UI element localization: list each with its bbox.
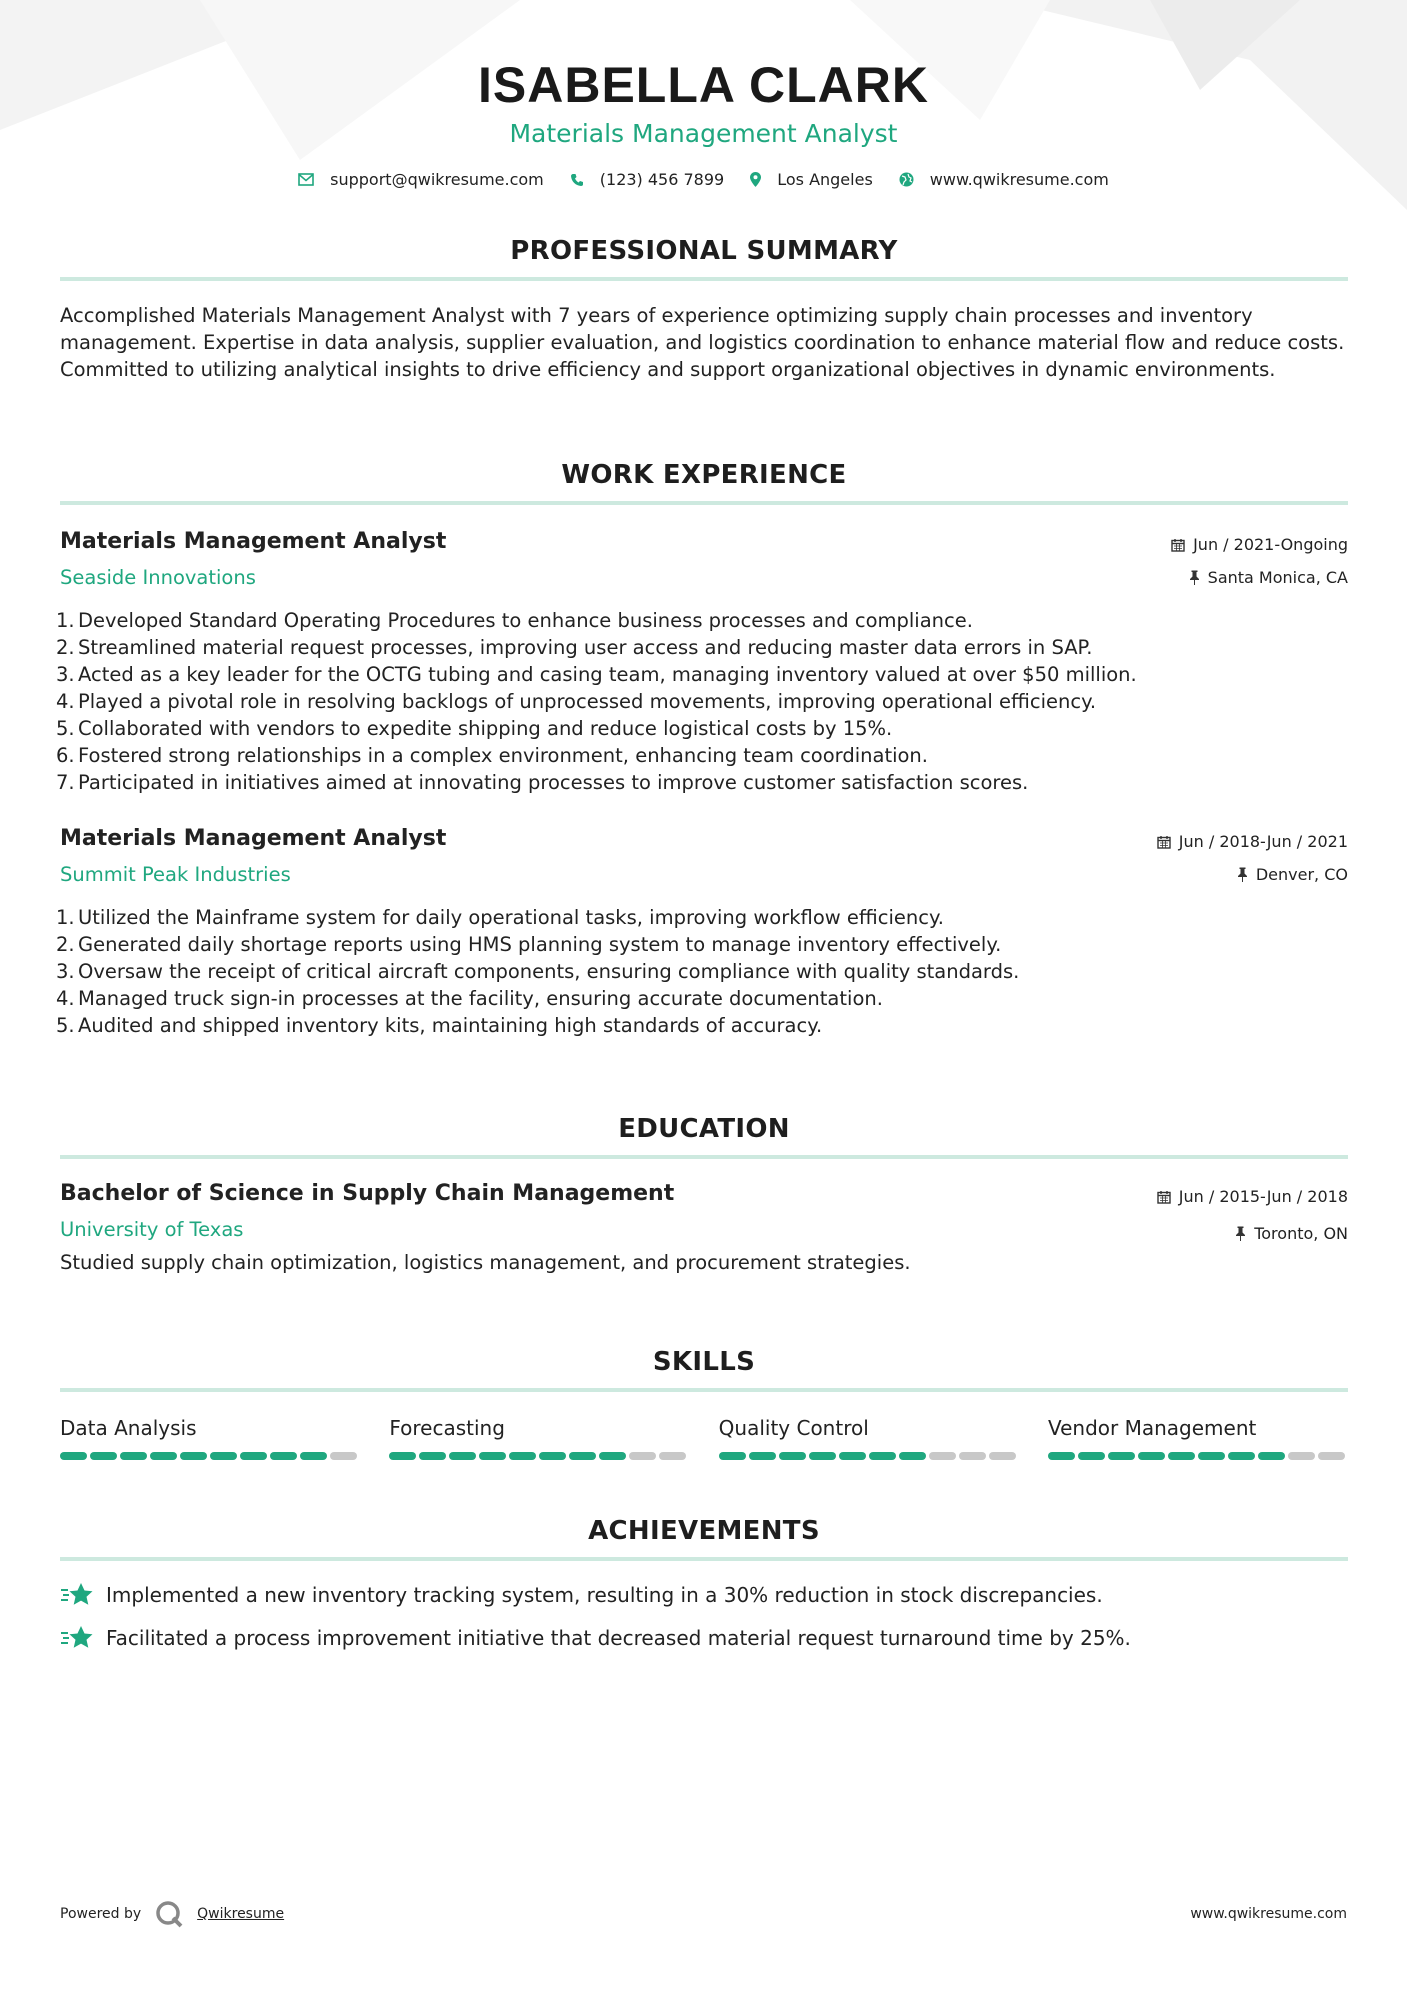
list-item: Participated in initiatives aimed at innovating processes to improve customer satisfaction scores.: [78, 771, 1029, 794]
skill-dot-filled: [479, 1452, 506, 1460]
job-location-text: Denver, CO: [1255, 865, 1348, 884]
skill-dot-filled: [869, 1452, 896, 1460]
list-item: Acted as a key leader for the OCTG tubing and casing team, managing inventory valued at over $50 million.: [78, 663, 1137, 686]
list-item: Fostered strong relationships in a complex environment, enhancing team coordination.: [78, 744, 928, 767]
education-section: [60, 1114, 1348, 1276]
skill-dot-filled: [60, 1452, 87, 1460]
list-item: Collaborated with vendors to expedite shipping and reduce logistical costs by 15%.: [78, 717, 893, 740]
experience-section: [60, 460, 1348, 1039]
skill-dot-filled: [1168, 1452, 1195, 1460]
job-date: [1171, 535, 1348, 554]
achievements-section: [60, 1516, 1348, 1652]
job-date-text: Jun / 2018-Jun / 2021: [1178, 832, 1348, 851]
pushpin-icon: [1189, 570, 1200, 585]
skill-dot-filled: [449, 1452, 476, 1460]
skill-dot-filled: [120, 1452, 147, 1460]
list-item: Audited and shipped inventory kits, maintaining high standards of accuracy.: [78, 1014, 823, 1037]
list-item: Streamlined material request processes, improving user access and reducing master data errors in SAP.: [78, 636, 1093, 659]
skill-dot-filled: [779, 1452, 806, 1460]
job-title: Materials Management Analyst: [60, 529, 447, 554]
skill-dot-filled: [749, 1452, 776, 1460]
skill-dot-filled: [270, 1452, 297, 1460]
email-text: support@qwikresume.com: [330, 170, 544, 189]
skill-dot-empty: [1288, 1452, 1315, 1460]
education-meta: [1157, 1187, 1348, 1243]
job-date: [1157, 832, 1348, 851]
skill-item: [60, 1416, 360, 1460]
job-entry: [60, 826, 1348, 1039]
phone-text: (123) 456 7899: [599, 170, 725, 189]
skill-dot-filled: [809, 1452, 836, 1460]
summary-section: [60, 236, 1348, 383]
job-date-text: Jun / 2021-Ongoing: [1193, 535, 1348, 554]
skill-dot-filled: [839, 1452, 866, 1460]
skill-dot-filled: [210, 1452, 237, 1460]
education-date-text: Jun / 2015-Jun / 2018: [1178, 1187, 1348, 1206]
job-meta: [1171, 535, 1348, 587]
skill-dot-filled: [539, 1452, 566, 1460]
summary-text: Accomplished Materials Management Analyst with 7 years of experience optimizing supply chain processes and inventory management. Expertise in data analysis, supplier evaluation, and logistics coordination to enhance material flow and reduce costs. Committed to utilizing analytical insights to drive efficiency and support organizational objectives in dynamic environments.: [60, 304, 1345, 381]
candidate-title: Materials Management Analyst: [509, 119, 898, 148]
pushpin-icon: [1235, 1226, 1246, 1241]
contact-bar: [0, 170, 1407, 189]
skill-dot-filled: [1138, 1452, 1165, 1460]
skill-item: [719, 1416, 1019, 1460]
skill-rating: [1048, 1452, 1348, 1460]
achievement-item: [60, 1624, 1348, 1652]
skill-item: [1048, 1416, 1348, 1460]
job-location: [1171, 568, 1348, 587]
contact-location: [750, 170, 873, 189]
experience-heading: WORK EXPERIENCE: [60, 460, 1348, 505]
skill-dot-empty: [1318, 1452, 1345, 1460]
footer-website[interactable]: www.qwikresume.com: [1190, 1906, 1347, 1922]
skill-rating: [719, 1452, 1019, 1460]
skills-heading: SKILLS: [60, 1347, 1348, 1392]
summary-heading: PROFESSIONAL SUMMARY: [60, 236, 1348, 281]
calendar-icon: [1157, 1190, 1171, 1204]
skill-item: [389, 1416, 689, 1460]
map-pin-icon: [750, 172, 761, 187]
skill-dot-filled: [90, 1452, 117, 1460]
skill-dot-empty: [959, 1452, 986, 1460]
pushpin-icon: [1237, 867, 1248, 882]
skill-dot-filled: [240, 1452, 267, 1460]
qwikresume-link[interactable]: Qwikresume: [197, 1906, 285, 1922]
star-icon: [60, 1581, 94, 1609]
skill-rating: [389, 1452, 689, 1460]
skill-dot-empty: [929, 1452, 956, 1460]
job-company: Summit Peak Industries: [60, 863, 291, 886]
phone-icon: [570, 173, 584, 187]
education-location-text: Toronto, ON: [1254, 1224, 1348, 1243]
skill-dot-filled: [509, 1452, 536, 1460]
skill-dot-filled: [1078, 1452, 1105, 1460]
achievement-item: [60, 1581, 1348, 1609]
star-icon: [60, 1624, 94, 1652]
calendar-icon: [1171, 538, 1185, 552]
job-meta: [1157, 832, 1348, 884]
calendar-icon: [1157, 835, 1171, 849]
job-location: [1157, 865, 1348, 884]
education-date: [1157, 1187, 1348, 1206]
skill-dot-filled: [150, 1452, 177, 1460]
skill-dot-filled: [389, 1452, 416, 1460]
job-title: Materials Management Analyst: [60, 826, 447, 851]
education-description: Studied supply chain optimization, logistics management, and procurement strategies.: [60, 1251, 911, 1274]
job-company: Seaside Innovations: [60, 566, 256, 589]
skill-dot-filled: [569, 1452, 596, 1460]
achievements-heading: ACHIEVEMENTS: [60, 1516, 1348, 1561]
resume-header: [0, 0, 1407, 189]
education-heading: EDUCATION: [60, 1114, 1348, 1159]
education-entry: [60, 1181, 1348, 1276]
skill-dot-empty: [629, 1452, 656, 1460]
skill-name: Forecasting: [389, 1416, 505, 1440]
education-location: [1157, 1224, 1348, 1243]
contact-phone[interactable]: [570, 170, 724, 189]
powered-by-label: Powered by: [60, 1906, 142, 1922]
school-name: University of Texas: [60, 1218, 244, 1241]
list-item: Played a pivotal role in resolving backlogs of unprocessed movements, improving operational efficiency.: [78, 690, 1097, 713]
skill-dot-filled: [419, 1452, 446, 1460]
envelope-icon: [298, 173, 314, 186]
footer: [60, 1900, 1347, 1928]
job-duties: [60, 904, 1348, 1039]
skill-dot-filled: [1228, 1452, 1255, 1460]
footer-branding: [60, 1900, 284, 1928]
contact-email[interactable]: [298, 170, 544, 189]
skill-dot-filled: [1258, 1452, 1285, 1460]
skills-section: [60, 1347, 1348, 1460]
skill-dot-empty: [989, 1452, 1016, 1460]
job-duties: [60, 607, 1348, 796]
skill-dot-empty: [330, 1452, 357, 1460]
job-entry: [60, 529, 1348, 796]
skill-dot-filled: [719, 1452, 746, 1460]
job-location-text: Santa Monica, CA: [1207, 568, 1348, 587]
skill-dot-filled: [300, 1452, 327, 1460]
qwikresume-logo-icon: [155, 1900, 185, 1928]
list-item: Oversaw the receipt of critical aircraft components, ensuring compliance with quality standards.: [78, 960, 1020, 983]
list-item: Generated daily shortage reports using HMS planning system to manage inventory effectively.: [78, 933, 1002, 956]
location-text: Los Angeles: [777, 170, 873, 189]
list-item: Developed Standard Operating Procedures to enhance business processes and compliance.: [78, 609, 973, 632]
skill-name: Data Analysis: [60, 1416, 197, 1440]
skill-dot-filled: [1198, 1452, 1225, 1460]
achievement-text: Facilitated a process improvement initiative that decreased material request turnaround time by 25%.: [106, 1626, 1131, 1650]
skills-list: [60, 1416, 1348, 1460]
globe-icon: [899, 172, 914, 187]
skill-dot-filled: [899, 1452, 926, 1460]
skill-dot-filled: [1048, 1452, 1075, 1460]
website-text: www.qwikresume.com: [929, 170, 1109, 189]
skill-name: Vendor Management: [1047, 1416, 1257, 1440]
list-item: Utilized the Mainframe system for daily operational tasks, improving workflow efficiency.: [78, 906, 944, 929]
achievement-text: Implemented a new inventory tracking system, resulting in a 30% reduction in stock discrepancies.: [106, 1583, 1103, 1607]
skill-name: Quality Control: [718, 1416, 869, 1440]
degree-title: Bachelor of Science in Supply Chain Management: [60, 1181, 675, 1206]
contact-website[interactable]: [899, 170, 1109, 189]
candidate-name: ISABELLA CLARK: [477, 57, 929, 113]
skill-dot-filled: [1108, 1452, 1135, 1460]
skill-dot-empty: [659, 1452, 686, 1460]
list-item: Managed truck sign-in processes at the facility, ensuring accurate documentation.: [78, 987, 883, 1010]
skill-rating: [60, 1452, 360, 1460]
skill-dot-filled: [599, 1452, 626, 1460]
skill-dot-filled: [180, 1452, 207, 1460]
